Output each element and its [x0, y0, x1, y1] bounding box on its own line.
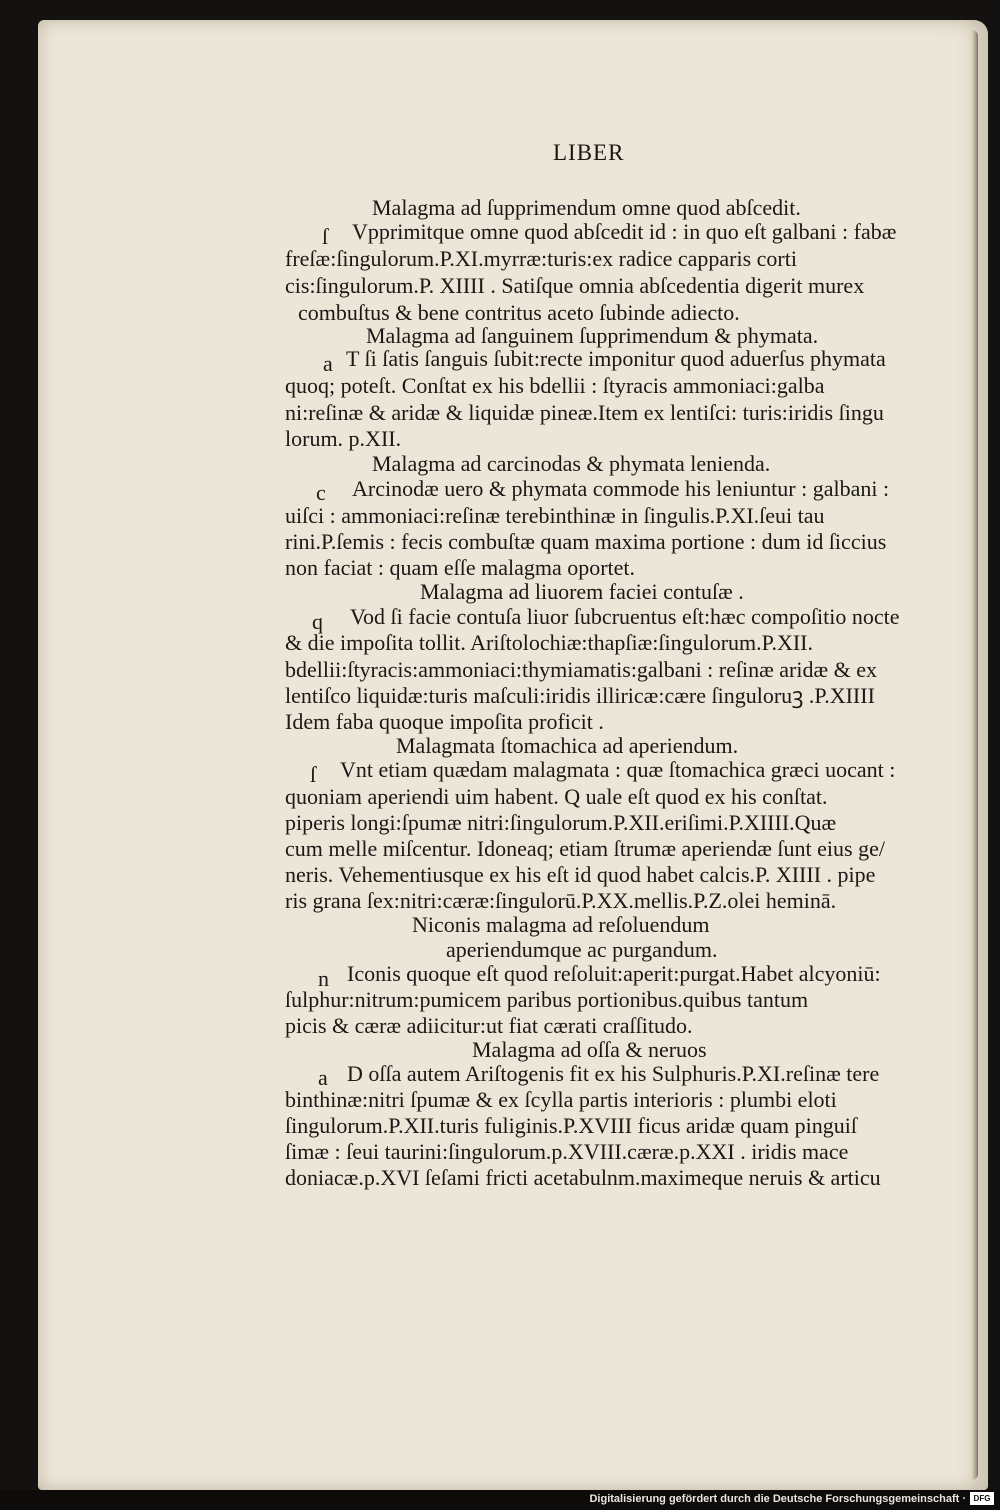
text-line: doniacæ.p.XVI ſeſami fricti acetabulnm.maximeque neruis & articu — [285, 1165, 881, 1190]
text-line: rini.P.ſemis : fecis combuſtæ quam maxima portione : dum id ſiccius — [285, 529, 887, 554]
text-line: Vnt etiam quædam malagmata : quæ ſtomachica græci uocant : — [340, 757, 896, 782]
text-line: uiſci : ammoniaci:reſinæ terebinthinæ in ſingulis.P.XI.ſeui tau — [285, 503, 825, 528]
running-head: LIBER — [553, 140, 625, 165]
text-line: quoq; poteſt. Conſtat ex his bdellii : ſtyracis ammoniaci:galba — [285, 373, 825, 398]
text-line: lentiſco liquidæ:turis maſculi:iridis illiricæ:cære ſinguloruꝫ .P.XIIII — [285, 683, 875, 708]
section-heading: Malagma ad liuorem faciei contuſæ . — [420, 579, 744, 604]
text-line: T ſi ſatis ſanguis ſubit:recte imponitur quod aduerſus phymata — [346, 346, 886, 371]
text-line: & die impoſita tollit. Ariſtolochiæ:thapſiæ:ſingulorum.P.XII. — [285, 630, 813, 655]
text-line: Iconis quoque eſt quod reſoluit:aperit:purgat.Habet alcyoniū: — [347, 961, 881, 986]
text-line: Vod ſi facie contuſa liuor ſubcruentus eſt:hæc compoſitio nocte — [350, 604, 900, 629]
text-line: picis & cæræ adiicitur:ut fiat cærati craſſitudo. — [285, 1013, 693, 1038]
text-line: bdellii:ſtyracis:ammoniaci:thymiamatis:galbani : reſinæ aridæ & ex — [285, 657, 878, 682]
text-line: ris grana ſex:nitri:cæræ:ſingulorū.P.XX.mellis.P.Z.olei heminā. — [285, 888, 837, 913]
text-line: Vpprimitque omne quod abſcedit id : in quo eſt galbani : fabæ — [352, 219, 897, 244]
text-line: D oſſa autem Ariſtogenis fit ex his Sulphuris.P.XI.reſinæ tere — [347, 1061, 880, 1086]
guide-letter: n — [318, 966, 329, 991]
section-heading: Malagma ad oſſa & neruos — [472, 1037, 707, 1062]
section-heading: Malagma ad ſupprimendum omne quod abſcedit. — [372, 195, 801, 220]
section-heading-cont: aperiendumque ac purgandum. — [446, 937, 718, 962]
text-line: cis:ſingulorum.P. XIIII . Satiſque omnia abſcedentia digerit murex — [285, 273, 865, 298]
guide-letter: a — [318, 1065, 328, 1090]
text-line: binthinæ:nitri ſpumæ & ex ſcylla partis interioris : plumbi eloti — [285, 1087, 837, 1112]
text-line: ſimæ : ſeui taurini:ſingulorum.p.XVIII.cæræ.p.XXI . iridis mace — [285, 1139, 849, 1164]
text-line: neris. Vehementiusque ex his eſt id quod habet calcis.P. XIIII . pipe — [285, 862, 876, 887]
section-heading: Malagma ad ſanguinem ſupprimendum & phymata. — [366, 323, 819, 348]
text-line: Arcinodæ uero & phymata commode his leniuntur : galbani : — [352, 476, 890, 501]
page-edge — [972, 30, 978, 1480]
text-line: cum melle miſcentur. Idoneaq; etiam ſtrumæ aperiendæ ſunt eius ge/ — [285, 836, 885, 861]
guide-letter: a — [323, 351, 333, 376]
text-line: combuſtus & bene contritus aceto ſubinde adiecto. — [298, 300, 740, 325]
dfg-logo: DFG — [970, 1492, 994, 1505]
section-heading: Niconis malagma ad reſoluendum — [412, 912, 710, 937]
guide-letter: ſ — [322, 224, 329, 249]
guide-letter: q — [312, 609, 323, 634]
text-line: freſæ:ſingulorum.P.XI.myrræ:turis:ex radice capparis corti — [285, 246, 797, 271]
footer-credit: Digitalisierung gefördert durch die Deutsche Forschungsgemeinschaft · — [589, 1493, 966, 1505]
guide-letter: ſ — [310, 762, 317, 787]
text-line: non faciat : quam eſſe malagma oportet. — [285, 555, 636, 580]
guide-letter: c — [316, 480, 326, 505]
text-line: lorum. p.XII. — [285, 426, 402, 451]
text-line: piperis longi:ſpumæ nitri:ſingulorum.P.XII.eriſimi.P.XIIII.Quæ — [285, 810, 837, 835]
section-heading: Malagma ad carcinodas & phymata lenienda. — [372, 451, 771, 476]
text-line: quoniam aperiendi uim habent. Q uale eſt quod ex his conſtat. — [285, 784, 828, 809]
text-line: ſulphur:nitrum:pumicem paribus portionibus.quibus tantum — [285, 987, 809, 1012]
section-heading: Malagmata ſtomachica ad aperiendum. — [396, 733, 739, 758]
text-line: ni:reſinæ & aridæ & liquidæ pineæ.Item ex lentiſci: turis:iridis ſingu — [285, 400, 884, 425]
text-line: Idem faba quoque impoſita proficit . — [285, 709, 604, 734]
text-line: ſingulorum.P.XII.turis fuliginis.P.XVIII ficus aridæ quam pinguiſ — [285, 1113, 857, 1138]
